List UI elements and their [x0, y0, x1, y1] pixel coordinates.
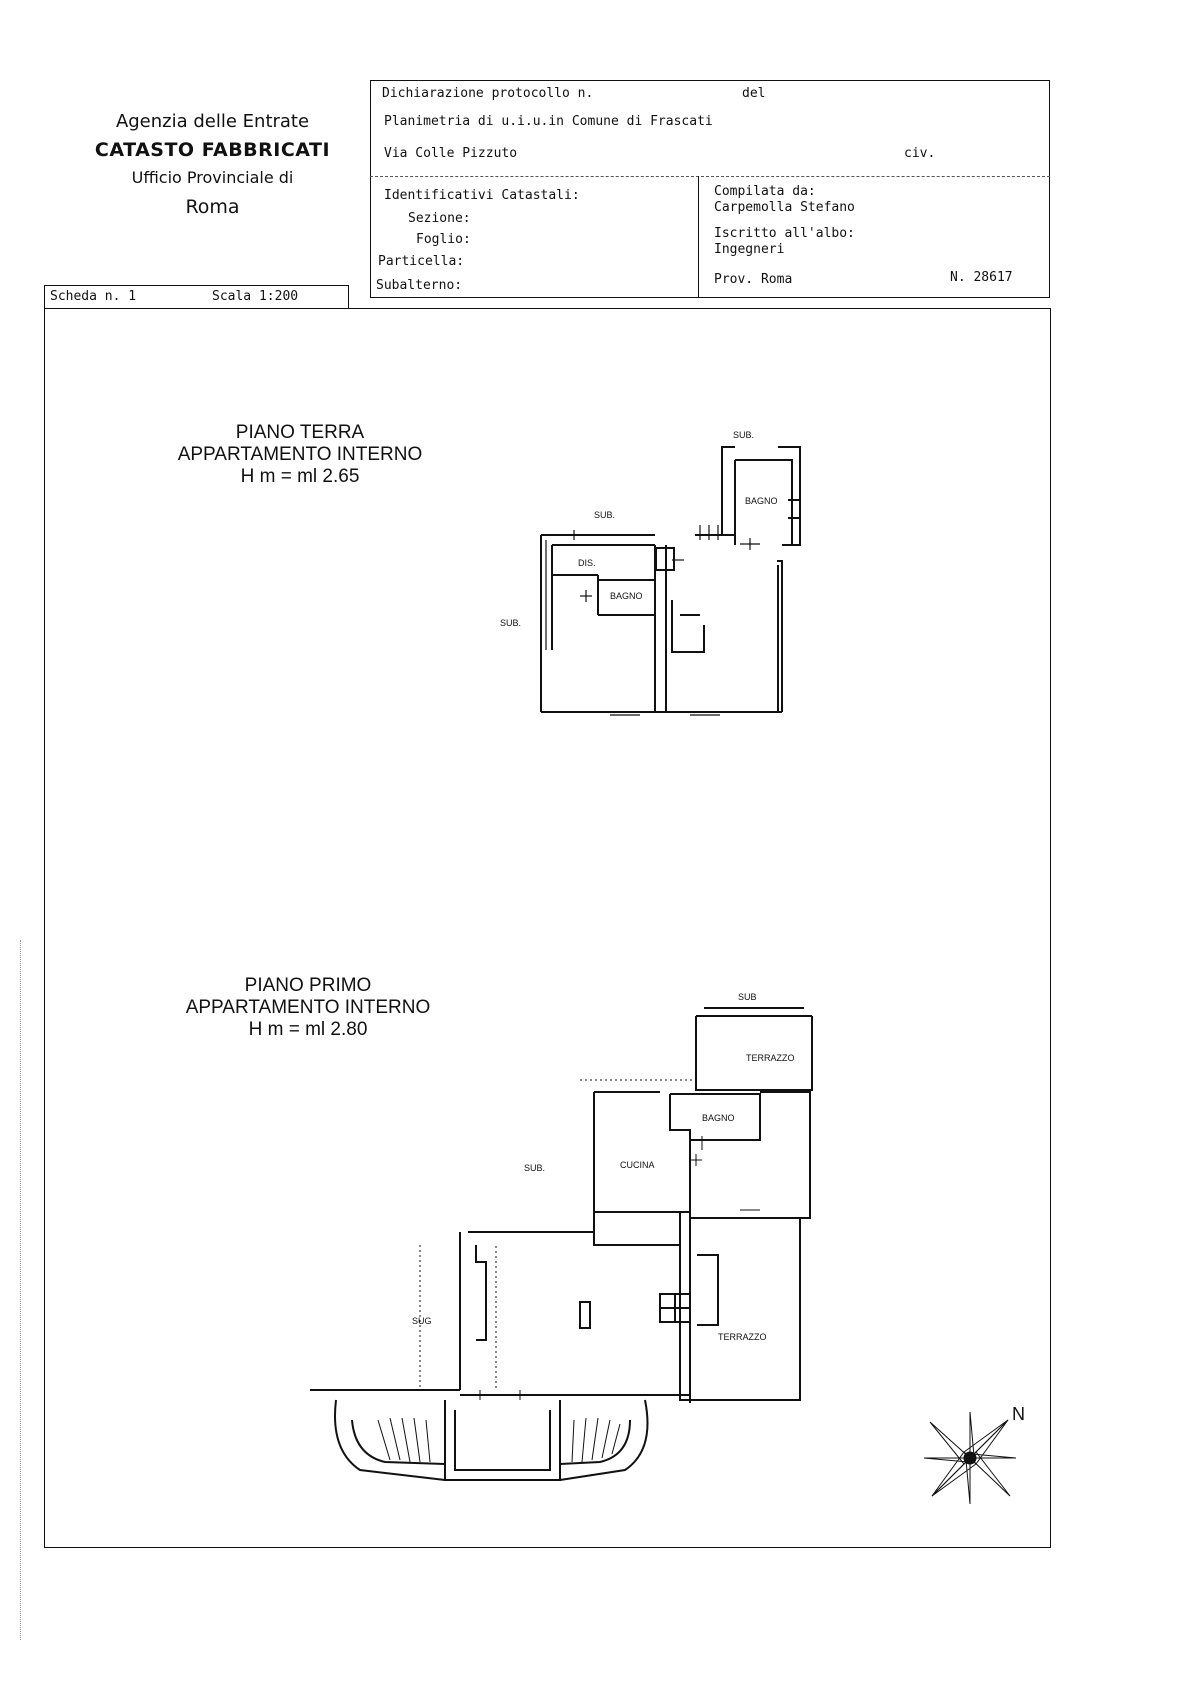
dichiarazione-label: Dichiarazione protocollo n.	[382, 86, 594, 101]
compass-rose	[910, 1400, 1030, 1520]
scala-label: Scala 1:200	[212, 289, 299, 304]
compilata-label: Compilata da:	[714, 184, 816, 199]
civ-label: civ.	[904, 146, 936, 161]
iscritto-label: Iscritto all'albo:	[714, 226, 855, 241]
ground-floor-height: H m = ml 2.65	[240, 466, 360, 487]
compass-north-label: N	[1012, 1404, 1025, 1424]
sezione-label: Sezione:	[408, 211, 471, 226]
planimetria-label: Planimetria di u.i.u.in Comune di Frascati	[384, 114, 713, 129]
first-floor-height: H m = ml 2.80	[248, 1019, 368, 1040]
ufficio-city: Roma	[185, 196, 240, 218]
via-label: Via Colle Pizzuto	[384, 146, 518, 161]
ff-label-terrazzo-right: TERRAZZO	[718, 1332, 767, 1342]
first-floor-unit: APPARTAMENTO INTERNO	[185, 997, 431, 1018]
scheda-label: Scheda n. 1	[50, 289, 137, 304]
albo-value: Ingegneri	[714, 242, 785, 257]
agency-name: Agenzia delle Entrate	[115, 111, 310, 132]
compilatore-name: Carpemolla Stefano	[714, 200, 855, 215]
del-label: del	[742, 86, 766, 101]
identificativi-label: Identificativi Catastali:	[384, 188, 580, 203]
gf-label-sub-top: SUB.	[733, 430, 755, 440]
catasto-title: CATASTO FABBRICATI	[94, 139, 331, 161]
compass-star-icon	[924, 1412, 1016, 1504]
ff-label-bagno: BAGNO	[702, 1113, 735, 1123]
ground-floor-name: PIANO TERRA	[235, 422, 365, 443]
gf-label-bagno-top: BAGNO	[745, 496, 778, 506]
foglio-label: Foglio:	[416, 232, 471, 247]
ff-label-cucina: CUCINA	[620, 1160, 655, 1170]
ground-floor-unit: APPARTAMENTO INTERNO	[177, 444, 423, 465]
ff-label-sub-top: SUB	[738, 992, 757, 1002]
gf-label-sub-left: SUB.	[500, 618, 522, 628]
prov-label: Prov. Roma	[714, 272, 793, 287]
ff-label-terrazzo-top: TERRAZZO	[746, 1053, 795, 1063]
gf-label-sub-mid: SUB.	[594, 510, 616, 520]
gf-label-bagno: BAGNO	[610, 591, 643, 601]
subalterno-label: Subalterno:	[376, 278, 463, 293]
first-floor-name: PIANO PRIMO	[244, 975, 372, 996]
ff-label-sub-mid: SUB.	[524, 1163, 546, 1173]
ff-label-sub-left: SUG	[412, 1316, 432, 1326]
particella-label: Particella:	[378, 254, 465, 269]
gf-label-dis: DIS.	[578, 558, 596, 568]
iscrizione-number: N. 28617	[950, 270, 1013, 285]
ufficio-label: Ufficio Provinciale di	[131, 168, 294, 187]
